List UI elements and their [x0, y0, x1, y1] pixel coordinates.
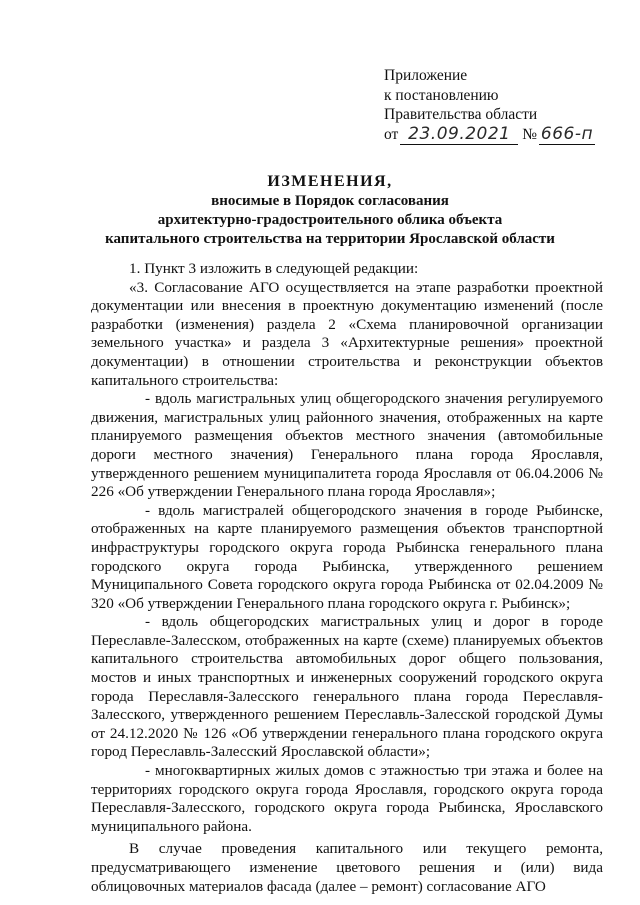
paragraph-item-1: 1. Пункт 3 изложить в следующей редакции:	[129, 260, 419, 277]
list-item-rybinsk: - вдоль магистралей общегородского значения в городе Рыбинске, отображенных на карте планируемого размещения объектов транспортной инфраструктуры городского округа города Рыбинска генерального плана городского округа города Рыбинска, утвержденного решением Муниципального Совета городского округа города Рыбинска от 02.04.2009 № 320 «Об утверждении Генерального плана городского округа г. Рыбинск»;	[91, 501, 603, 612]
number-sign: №	[522, 125, 537, 143]
appendix-resolution-label: к постановлению	[384, 86, 499, 104]
paragraph-repair: В случае проведения капитального или текущего ремонта, предусматривающего изменение цветового решения и (или) вида облицовочных материалов фасада (далее – ремонт) согласование АГО	[91, 840, 603, 895]
document-title-block	[60, 172, 600, 249]
document-body	[91, 260, 603, 896]
document-subtitle-line-1: вносимые в Порядок согласования	[211, 193, 449, 209]
appendix-date-number-row	[384, 123, 594, 146]
document-subtitle-line-2: архитектурно-градостроительного облика объекта	[157, 212, 503, 228]
paragraph-clause-3: «3. Согласование АГО осуществляется на этапе разработки проектной документации или внесения в проектную документацию изменений (после разработки (изменения) раздела 2 «Схема планировочной организации земельного участка» и раздела 3 «Архитектурные решения» проектной документации) в отношении строительства и реконструкции объектов капитального строительства:	[91, 278, 603, 389]
appendix-header	[384, 66, 594, 145]
document-title: ИЗМЕНЕНИЯ,	[267, 173, 393, 190]
handwritten-date: 23.09.2021	[400, 125, 518, 146]
list-item-yaroslavl: - вдоль магистральных улиц общегородского значения регулируемого движения, магистральных улиц районного значения, отображенных на карте планируемого размещения объектов местного значения (автомобильные дороги местного значения) Генерального плана города Ярославля, утвержденного решением муниципалитета города Ярославля от 06.04.2006 № 226 «Об утверждении Генерального плана города Ярославля»;	[91, 390, 603, 501]
list-item-apartment-buildings: - многоквартирных жилых домов с этажностью три этажа и более на территориях городского округа города Ярославля, городского округа города Переславля-Залесского, городского округа города Рыбинска, Ярославского муниципального района.	[91, 762, 603, 835]
list-item-pereslavl: - вдоль общегородских магистральных улиц и дорог в городе Переславле-Залесском, отображенных на карте (схеме) планируемых объектов капитального строительства автомобильных дорог общего пользования, мостов и иных транспортных и инженерных сооружений городского округа города Переславля-Залесского генерального плана города Переславля-Залесского, утвержденного решением Переславль-Залесской городской Думы от 24.12.2020 № 126 «Об утверждении генерального плана городского округа город Переславль-Залесский Ярославской области»;	[91, 613, 603, 761]
document-subtitle-line-3: капитального строительства на территории Ярославской области	[105, 231, 555, 247]
handwritten-number: 666-п	[540, 123, 594, 144]
from-label: от	[384, 125, 399, 143]
appendix-title: Приложение	[384, 67, 468, 84]
appendix-government-label: Правительства области	[384, 106, 538, 123]
